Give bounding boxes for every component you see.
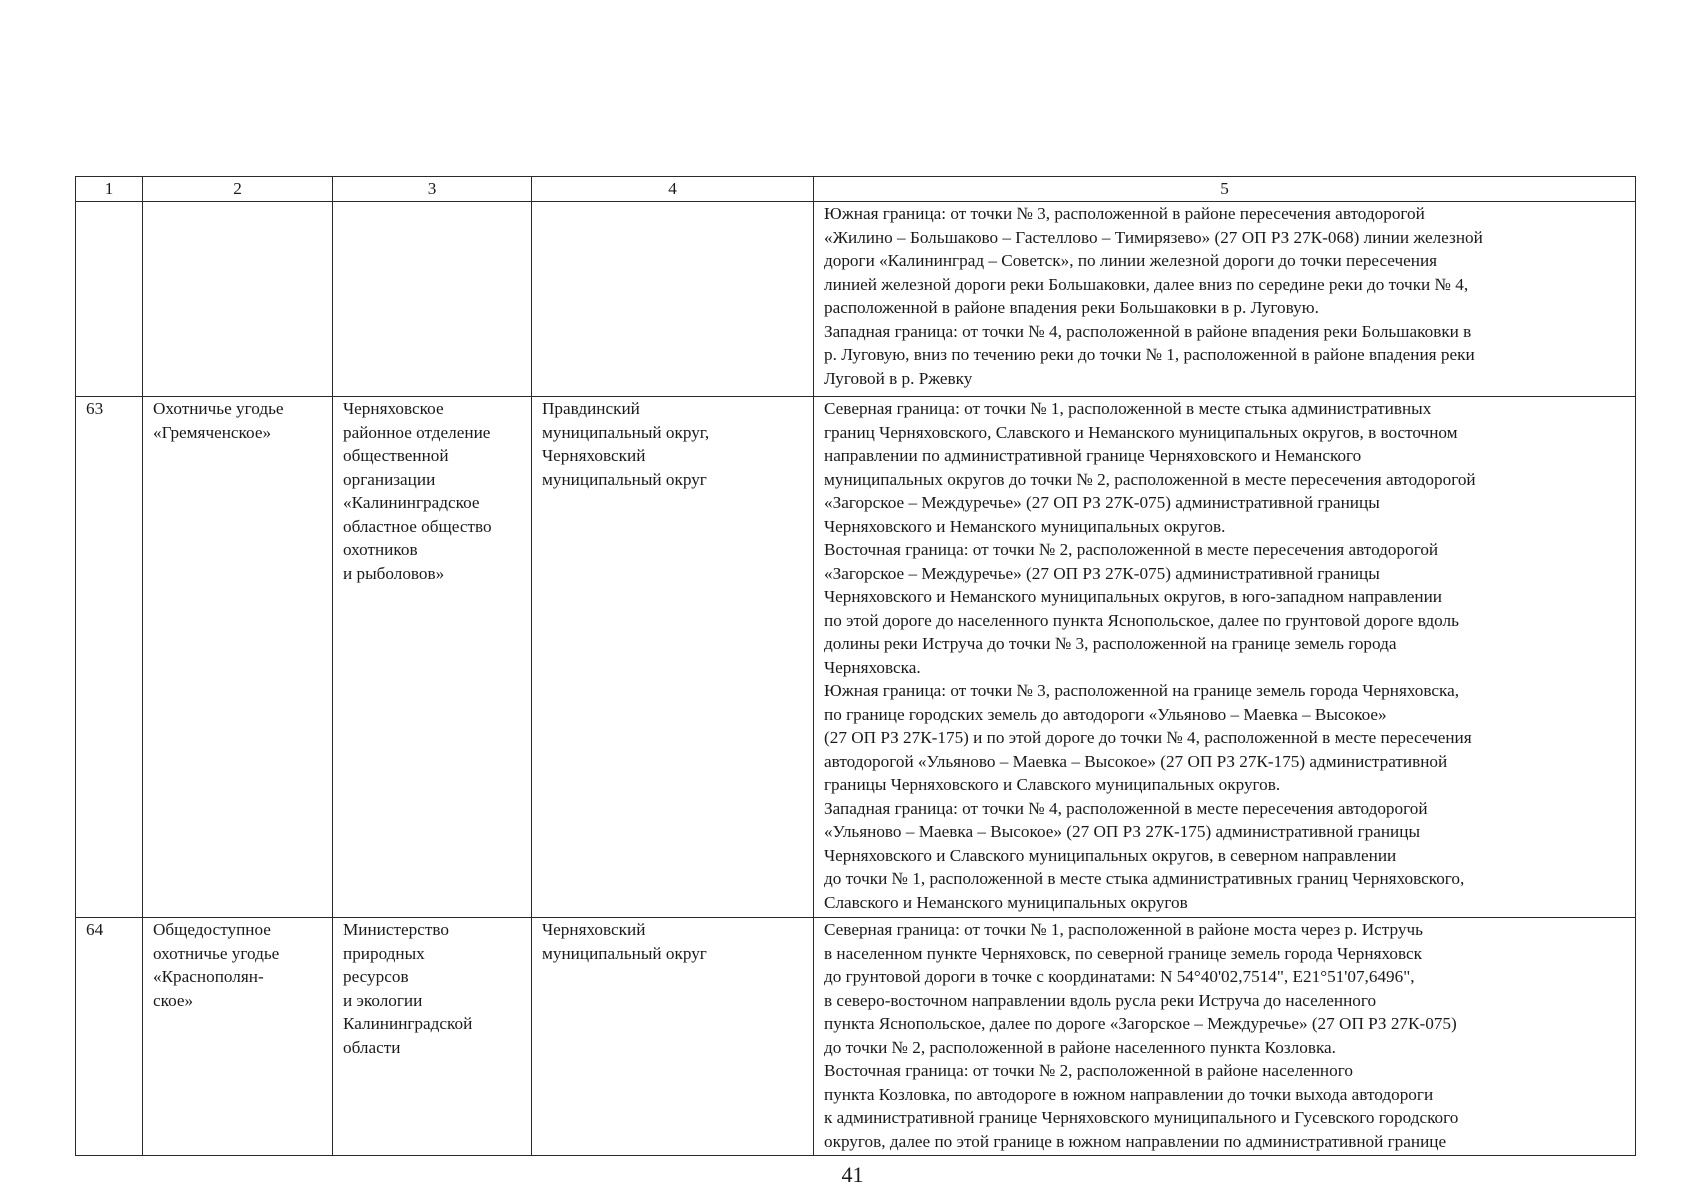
column-header: 3: [333, 177, 532, 202]
text-line: до грунтовой дороги в точке с координатами: N 54°40'02,7514", E21°51'07,6496",: [824, 967, 1415, 986]
text-line: Славского и Неманского муниципальных округов: [824, 892, 1188, 912]
hunting-ground-name-cell: [143, 397, 333, 918]
text-line: Западная граница: от точки № 4, расположенной в районе впадения реки Большаковки в: [824, 321, 1472, 341]
text-line: Черняховска.: [824, 657, 921, 677]
municipal-district-cell: [532, 202, 814, 397]
text-line: муниципальный округ,: [542, 422, 710, 442]
text-line: Черняховское: [343, 399, 444, 418]
text-line: Луговой в р. Ржевку: [824, 368, 973, 388]
table-row: [76, 918, 1636, 1156]
text-line: к административной границе Черняховского муниципального и Гусевского городского: [824, 1108, 1459, 1127]
text-line: районное отделение: [343, 422, 491, 442]
text-line: (27 ОП РЗ 27К-175) и по этой дороге до точки № 4, расположенной в месте пересечения: [824, 728, 1472, 747]
column-header: 4: [532, 177, 814, 202]
text-line: областное общество: [343, 516, 492, 536]
text-line: охотников: [343, 540, 418, 559]
text-line: Охотничье угодье: [153, 399, 284, 418]
text-line: муниципальный округ: [542, 943, 707, 963]
text-line: ресурсов: [343, 967, 409, 986]
text-line: линией железной дороги реки Большаковки, далее вниз по середине реки до точки № 4,: [824, 274, 1469, 294]
hunting-ground-name-cell: [143, 202, 333, 397]
text-line: общественной: [343, 446, 449, 465]
text-line: Северная граница: от точки № 1, расположенной в районе моста через р. Истручь: [824, 920, 1423, 939]
row-number-cell: 64: [76, 918, 143, 1156]
text-line: р. Луговую, вниз по течению реки до точки № 1, расположенной в районе впадения реки: [824, 345, 1475, 364]
text-line: Восточная граница: от точки № 2, расположенной в месте пересечения автодорогой: [824, 540, 1439, 559]
hunting-ground-name-cell: [143, 918, 333, 1156]
municipal-district-cell: [532, 397, 814, 918]
text-line: Правдинский: [542, 399, 640, 418]
text-line: и рыболовов»: [343, 563, 445, 583]
table-row: [76, 397, 1636, 918]
text-line: границ Черняховского, Славского и Неманского муниципальных округов, в восточном: [824, 422, 1458, 442]
row-number-cell: [76, 202, 143, 397]
boundary-description-cell: [814, 202, 1636, 397]
text-line: «Краснополян-: [153, 967, 264, 986]
text-line: «Калининградское: [343, 493, 480, 512]
organization-cell: [333, 918, 532, 1156]
text-line: пункта Яснопольское, далее по дороге «Загорское – Междуречье» (27 ОП РЗ 27К-075): [824, 1014, 1457, 1033]
text-line: Общедоступное: [153, 920, 271, 939]
column-header: 5: [814, 177, 1636, 202]
text-line: Калининградской: [343, 1014, 473, 1033]
boundary-description-cell: [814, 397, 1636, 918]
municipal-district-cell: [532, 918, 814, 1156]
text-line: «Загорское – Междуречье» (27 ОП РЗ 27К-075) административной границы: [824, 493, 1380, 512]
text-line: ское»: [153, 990, 194, 1010]
text-line: автодорогой «Ульяново – Маевка – Высокое» (27 ОП РЗ 27К-175) административной: [824, 751, 1448, 771]
text-line: Черняховский: [542, 920, 646, 939]
text-line: Западная граница: от точки № 4, расположенной в месте пересечения автодорогой: [824, 798, 1428, 818]
text-line: Черняховского и Неманского муниципальных округов, в юго-западном направлении: [824, 587, 1443, 606]
text-line: Восточная граница: от точки № 2, расположенной в районе населенного: [824, 1061, 1353, 1080]
text-line: Черняховского и Неманского муниципальных округов.: [824, 516, 1226, 536]
boundary-description-cell: [814, 918, 1636, 1156]
text-line: Министерство: [343, 920, 449, 939]
text-line: границы Черняховского и Славского муниципальных округов.: [824, 775, 1281, 794]
organization-cell: [333, 397, 532, 918]
text-line: по этой дороге до населенного пункта Яснопольское, далее по грунтовой дороге вдоль: [824, 610, 1459, 630]
text-line: и экологии: [343, 990, 423, 1010]
organization-cell: [333, 202, 532, 397]
column-header: 1: [76, 177, 143, 202]
text-line: пункта Козловка, по автодороге в южном направлении до точки выхода автодороги: [824, 1084, 1434, 1104]
text-line: Южная граница: от точки № 3, расположенной в районе пересечения автодорогой: [824, 204, 1425, 223]
table-row: [76, 202, 1636, 397]
text-line: Северная граница: от точки № 1, расположенной в месте стыка административных: [824, 399, 1432, 418]
text-line: Южная граница: от точки № 3, расположенной на границе земель города Черняховска,: [824, 681, 1460, 700]
table-header-row: [76, 177, 1636, 202]
text-line: в северо-восточном направлении вдоль русла реки Истручa до населенного: [824, 990, 1377, 1010]
text-line: расположенной в районе впадения реки Большаковки в р. Луговую.: [824, 298, 1319, 317]
text-line: «Жилино – Большаково – Гастеллово – Тимирязево» (27 ОП РЗ 27К-068) линии железной: [824, 227, 1483, 247]
text-line: направлении по административной границе Черняховского и Неманского: [824, 446, 1362, 465]
text-line: муниципальный округ: [542, 469, 707, 489]
text-line: охотничье угодье: [153, 943, 280, 963]
text-line: долины реки Иструча до точки № 3, расположенной на границе земель города: [824, 634, 1397, 653]
text-line: области: [343, 1037, 401, 1057]
hunting-grounds-table: [75, 176, 1636, 1156]
text-line: Черняховского и Славского муниципальных округов, в северном направлении: [824, 845, 1397, 865]
text-line: «Гремяченское»: [153, 422, 272, 442]
text-line: «Ульяново – Маевка – Высокое» (27 ОП РЗ 27К-175) административной границы: [824, 822, 1420, 841]
text-line: «Загорское – Междуречье» (27 ОП РЗ 27К-075) административной границы: [824, 563, 1380, 583]
text-line: в населенном пункте Черняховск, по северной границе земель города Черняховск: [824, 943, 1423, 963]
text-line: природных: [343, 943, 425, 963]
text-line: дороги «Калининград – Советск», по линии железной дороги до точки пересечения: [824, 251, 1438, 270]
text-line: Черняховский: [542, 446, 646, 465]
text-line: по границе городских земель до автодороги «Ульяново – Маевка – Высокое»: [824, 704, 1387, 724]
text-line: округов, далее по этой границе в южном направлении по административной границе: [824, 1131, 1447, 1151]
text-line: до точки № 2, расположенной в районе населенного пункта Козловка.: [824, 1037, 1336, 1057]
column-header: 2: [143, 177, 333, 202]
row-number-cell: 63: [76, 397, 143, 918]
page-number: 41: [841, 1162, 864, 1187]
text-line: организации: [343, 469, 436, 489]
text-line: муниципальных округов до точки № 2, расположенной в месте пересечения автодорогой: [824, 469, 1476, 489]
text-line: до точки № 1, расположенной в месте стыка административных границ Черняховского,: [824, 869, 1465, 888]
